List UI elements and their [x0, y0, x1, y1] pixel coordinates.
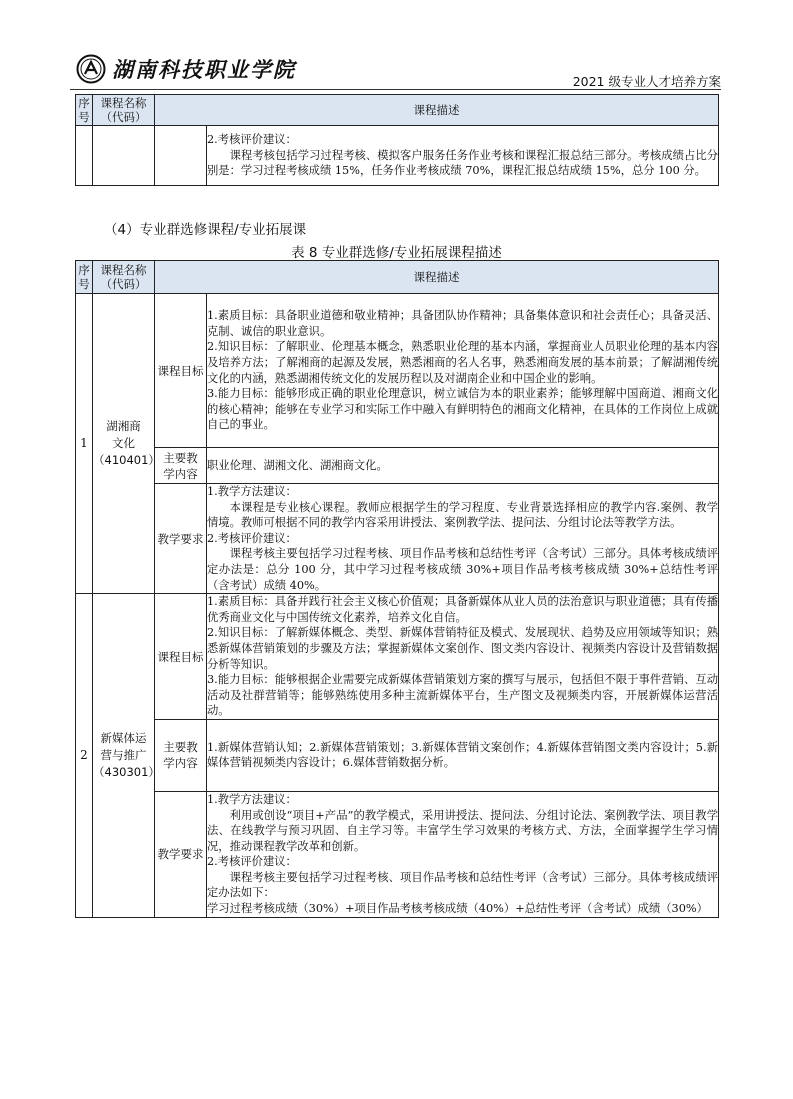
continuation-table [75, 94, 719, 186]
text-line: 课程考核包括学习过程考核、模拟客户服务任务作业考核和课程汇报总结三部分。考核成绩占比分别是：学习过程考核成绩 15%，任务作业考核成绩 70%，课程汇报总结成绩 15%，总分 100 分。 [207, 148, 718, 178]
text-line: 1.素质目标：具备职业道德和敬业精神；具备团队协作精神；具备集体意识和社会责任心；具备灵活、克制、诚信的职业意识。 [207, 309, 718, 338]
text-line: 2.知识目标：了解职业、伦理基本概念，熟悉职业伦理的基本内涵，掌握商业人员职业伦理的基本内容及培养方法；了解湘商的起源及发展，熟悉湘商的名人名事，熟悉湘商发展的基本前景；了解湖湘传统文化的内涵，熟悉湖湘传统文化的发展历程以及对湖南企业和中国企业的影响。 [207, 340, 718, 385]
req-label: 教学要求 [155, 484, 207, 594]
text-line: 1.素质目标：具备并践行社会主义核心价值观；具备新媒体从业人员的法治意识与职业道德；具有传播优秀商业文化与中国传统文化素养，培养文化自信。 [207, 595, 718, 624]
header-divider [70, 89, 721, 90]
req-content [207, 484, 719, 594]
text-line: 1.教学方法建议： [207, 485, 297, 498]
header-name: 课程名称（代码） [93, 261, 155, 294]
text-line: 2.知识目标：了解新媒体概念、类型、新媒体营销特征及模式、发展现状、趋势及应用领域等知识；熟悉新媒体营销策划的步骤及方法；掌握新媒体文案创作、图文类内容设计、视频类内容设计及营销数据分析等知识。 [207, 626, 718, 671]
document-title: 2021 级专业人才培养方案 [572, 74, 721, 89]
course-code: （410401） [93, 453, 160, 468]
cell-no [76, 126, 93, 186]
content-label: 主要教学内容 [155, 448, 207, 484]
table-header-row [76, 95, 719, 126]
course-name-cell [93, 594, 160, 918]
main-content: 职业伦理、湖湘文化、湖湘商文化。 [207, 448, 719, 484]
school-logo [76, 54, 296, 84]
text-line: 1.教学方法建议： [207, 792, 297, 806]
header-no: 序号 [76, 95, 93, 126]
goal-label: 课程目标 [155, 594, 207, 720]
text-line: 3.能力目标：能够根据企业需要完成新媒体营销策划方案的撰写与展示，包括但不限于事件营销、互动活动及社群营销等；能够熟练使用多种主流新媒体平台，生产图文及视频类内容，开展新媒体运营活动。 [207, 673, 718, 718]
table-row [76, 294, 719, 448]
course-code: （430301） [93, 764, 160, 779]
cell-name [93, 126, 155, 186]
header-desc: 课程描述 [155, 261, 719, 294]
goal-content [207, 294, 719, 448]
course-number: 1 [76, 294, 93, 594]
text-line: 课程考核主要包括学习过程考核、项目作品考核和总结性考评（含考试）三部分。具体考核成绩评定办法是：总分 100 分，其中学习过程考核成绩 30%+项目作品考核考核成绩 30%+总结性考评（含考试）成绩 40%。 [207, 547, 718, 592]
text-line: 学习过程考核成绩（30%）+项目作品考核考核成绩（40%）+总结性考评（含考试）成绩（30%） [207, 902, 708, 916]
header-no: 序号 [76, 261, 93, 294]
table-row [76, 448, 719, 484]
emblem-icon [76, 54, 106, 84]
header-name: 课程名称（代码） [93, 95, 155, 126]
goal-content [207, 594, 719, 720]
table-header-row [76, 261, 719, 294]
course-name-cell [93, 294, 160, 594]
text-line: 本课程是专业核心课程。教师应根据学生的学习程度、专业背景选择相应的教学内容.案例、教学情境。教师可根据不同的教学内容采用讲授法、案例教学法、提问法、分组讨论法等教学方法。 [207, 500, 718, 530]
section-title: （4）专业群选修课程/专业拓展课 [104, 222, 307, 238]
content-label: 主要教学内容 [155, 719, 207, 791]
text-line: 课程考核主要包括学习过程考核、项目作品考核和总结性考评（含考试）三部分。具体考核成绩评定办法如下： [207, 870, 718, 900]
goal-label: 课程目标 [155, 294, 207, 448]
course-table [75, 260, 719, 918]
table-row [76, 126, 719, 186]
text-line: 2.考核评价建议： [207, 855, 297, 869]
header-desc: 课程描述 [155, 95, 719, 126]
text-line: 2.考核评价建议： [207, 133, 297, 147]
course-name: 新媒体运营与推广 [100, 730, 147, 762]
main-content: 1.新媒体营销认知；2.新媒体营销策划；3.新媒体营销文案创作；4.新媒体营销图文类内容设计；5.新媒体营销视频类内容设计；6.媒体营销数据分析。 [207, 719, 719, 791]
req-content [207, 791, 719, 917]
cell-content [207, 126, 719, 186]
school-name: 湖南科技职业学院 [112, 57, 296, 82]
text-line: 3.能力目标：能够形成正确的职业伦理意识，树立诚信为本的职业素养；能够理解中国商道、湘商文化的核心精神；能够在专业学习和实际工作中融入有鲜明特色的湘商文化精神，在具体的工作岗位上成就自己的事业。 [207, 387, 718, 432]
table-row [76, 484, 719, 594]
text-line: 2.考核评价建议： [207, 531, 297, 545]
cell-sub [155, 126, 207, 186]
table-row [76, 719, 719, 791]
page-header [70, 50, 721, 90]
table-caption: 表 8 专业群选修/专业拓展课程描述 [291, 245, 502, 261]
course-name: 湖湘商文化 [106, 419, 141, 451]
table-row [76, 791, 719, 917]
req-label: 教学要求 [155, 791, 207, 917]
course-number: 2 [76, 594, 93, 918]
text-line: 利用或创设“项目+产品”的教学模式，采用讲授法、提问法、分组讨论法、案例教学法、项目教学法、在线教学与预习巩固、自主学习等。丰富学生学习效果的考核方式、方法，全面掌握学生学习情况，推动课程教学改革和创新。 [207, 808, 718, 853]
table-row [76, 594, 719, 720]
